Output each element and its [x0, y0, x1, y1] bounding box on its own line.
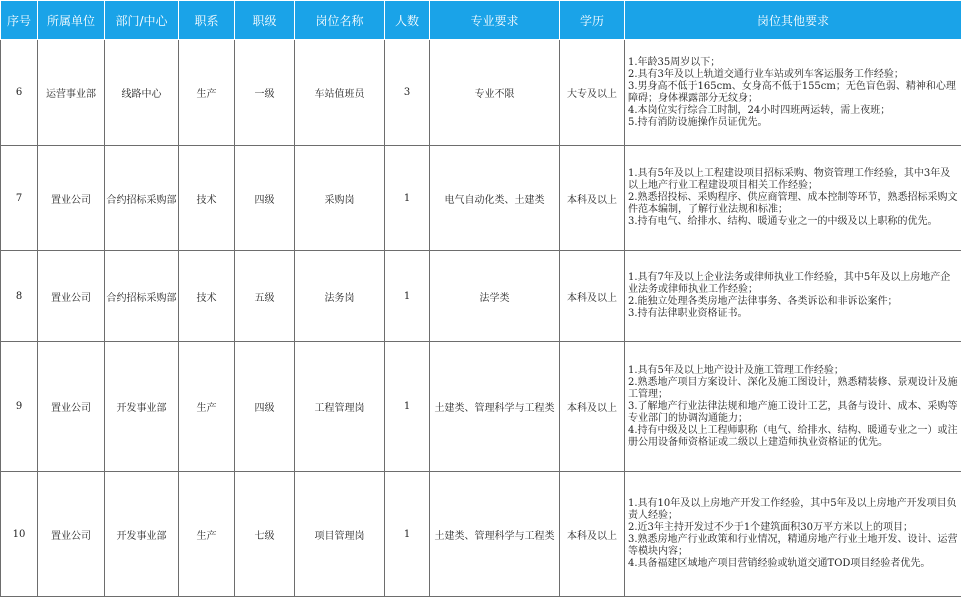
header-no: 序号: [1, 1, 38, 40]
requirement-line: 1.具有10年及以上房地产开发工作经验，其中5年及以上房地产开发项目负责人经验；: [628, 498, 957, 521]
table-row: [1, 40, 961, 146]
cell-unit: 置业公司: [38, 472, 105, 597]
cell-major: 法学类: [430, 251, 560, 342]
requirement-line: 3.持有电气、给排水、结构、暖通专业之一的中级及以上职称的优先。: [628, 216, 938, 227]
cell-edu: 本科及以上: [560, 472, 625, 597]
cell-requirements: [625, 472, 961, 597]
cell-dept: 合约招标采购部: [105, 146, 179, 251]
cell-series: 生产: [179, 342, 235, 472]
cell-count: 3: [385, 40, 430, 146]
cell-no: 7: [1, 146, 38, 251]
cell-unit: 置业公司: [38, 251, 105, 342]
cell-unit: 置业公司: [38, 342, 105, 472]
cell-major: 土建类、管理科学与工程类: [430, 472, 560, 597]
requirement-line: 2.能独立处理各类房地产法律事务、各类诉讼和非诉讼案件；: [628, 296, 898, 307]
requirement-line: 1.年龄35周岁以下；: [628, 56, 721, 68]
cell-title: 工程管理岗: [295, 342, 385, 472]
cell-major: 土建类、管理科学与工程类: [430, 342, 560, 472]
table-row: [1, 251, 961, 342]
table-row: [1, 472, 961, 597]
requirement-line: 1.具有5年及以上地产设计及施工管理工作经验；: [628, 364, 844, 376]
requirement-line: 2.熟悉地产项目方案设计、深化及施工图设计，熟悉精装修、景观设计及施工管理；: [628, 376, 958, 400]
cell-no: 8: [1, 251, 38, 342]
cell-level: 四级: [235, 342, 295, 472]
cell-title: 车站值班员: [295, 40, 385, 146]
header-series: 职系: [179, 1, 235, 40]
cell-edu: 本科及以上: [560, 146, 625, 251]
cell-series: 生产: [179, 472, 235, 597]
header-level: 职级: [235, 1, 295, 40]
cell-unit: 置业公司: [38, 146, 105, 251]
requirement-line: 3.持有法律职业资格证书。: [628, 308, 748, 319]
cell-requirements: [625, 342, 961, 472]
requirement-line: 3.男身高不低于165cm、女身高不低于155cm；无色盲色弱、精神和心理障碍；身体裸露部分无纹身；: [628, 80, 956, 104]
requirement-line: 1.具有7年及以上企业法务或律师执业工作经验，其中5年及以上房地产企业法务或律师执业工作经验；: [628, 272, 951, 295]
table-row: [1, 342, 961, 472]
cell-edu: 大专及以上: [560, 40, 625, 146]
requirement-line: 3.了解地产行业法律法规和地产施工设计工艺，具备与设计、成本、采购等专业部门的协调沟通能力；: [628, 400, 958, 424]
cell-major: 专业不限: [430, 40, 560, 146]
cell-count: 1: [385, 342, 430, 472]
cell-requirements: [625, 251, 961, 342]
requirement-line: 5.持有消防设施操作员证优先。: [628, 116, 768, 128]
cell-requirements: [625, 146, 961, 251]
table-row: [1, 146, 961, 251]
cell-dept: 开发事业部: [105, 472, 179, 597]
requirement-line: 4.持有中级及以上工程师职称（电气、给排水、结构、暖通专业之一）或注册公用设备师资格证或二级以上建造师执业资格证的优先。: [628, 424, 958, 448]
cell-title: 项目管理岗: [295, 472, 385, 597]
cell-count: 1: [385, 472, 430, 597]
header-major: 专业要求: [430, 1, 560, 40]
cell-edu: 本科及以上: [560, 251, 625, 342]
cell-no: 9: [1, 342, 38, 472]
cell-level: 四级: [235, 146, 295, 251]
header-req: 岗位其他要求: [625, 1, 961, 40]
header-unit: 所属单位: [38, 1, 105, 40]
cell-requirements: [625, 40, 961, 146]
cell-series: 技术: [179, 146, 235, 251]
cell-major: 电气自动化类、土建类: [430, 146, 560, 251]
cell-level: 七级: [235, 472, 295, 597]
cell-count: 1: [385, 146, 430, 251]
requirement-line: 2.熟悉招投标、采购程序、供应商管理、成本控制等环节，熟悉招标采购文件范本编制，了解行业法规和标准；: [628, 192, 958, 215]
cell-no: 10: [1, 472, 38, 597]
cell-unit: 运营事业部: [38, 40, 105, 146]
cell-series: 技术: [179, 251, 235, 342]
cell-title: 法务岗: [295, 251, 385, 342]
header-count: 人数: [385, 1, 430, 40]
requirement-line: 3.熟悉房地产行业政策和行业情况，精通房地产行业土地开发、设计、运营等模块内容；: [628, 534, 958, 557]
cell-title: 采购岗: [295, 146, 385, 251]
cell-dept: 开发事业部: [105, 342, 179, 472]
header-dept: 部门/中心: [105, 1, 179, 40]
cell-no: 6: [1, 40, 38, 146]
cell-edu: 本科及以上: [560, 342, 625, 472]
requirement-line: 4.本岗位实行综合工时制，24小时四班两运转，需上夜班；: [628, 104, 891, 116]
requirement-line: 1.具有5年及以上工程建设项目招标采购、物资管理工作经验，其中3年及以上地产行业工程建设项目相关工作经验；: [628, 168, 951, 191]
cell-level: 五级: [235, 251, 295, 342]
cell-dept: 合约招标采购部: [105, 251, 179, 342]
cell-level: 一级: [235, 40, 295, 146]
cell-dept: 线路中心: [105, 40, 179, 146]
requirement-line: 4.具备福建区域地产项目营销经验或轨道交通TOD项目经验者优先。: [628, 558, 931, 569]
cell-count: 1: [385, 251, 430, 342]
header-edu: 学历: [560, 1, 625, 40]
header-row: [1, 1, 961, 40]
header-title: 岗位名称: [295, 1, 385, 40]
requirement-line: 2.具有3年及以上轨道交通行业车站或列车客运服务工作经验；: [628, 68, 904, 80]
requirement-line: 2.近3年主持开发过不少于1个建筑面积30万平方米以上的项目；: [628, 522, 913, 533]
cell-series: 生产: [179, 40, 235, 146]
